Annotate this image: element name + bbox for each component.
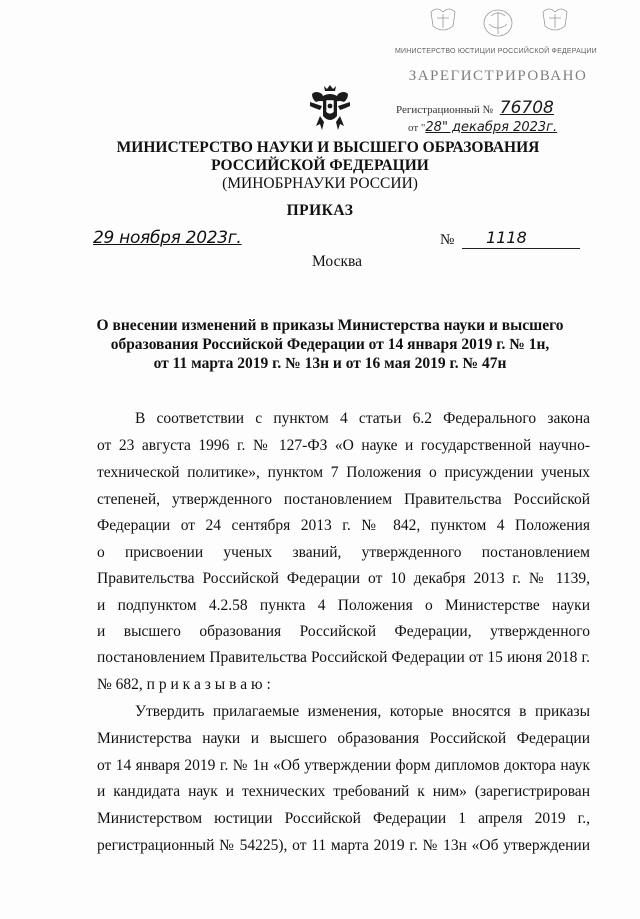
order-city: Москва [312,253,362,270]
body-line: от 23 августа 1996 г. № 127-ФЗ «О науке и государственной научно- [97,437,590,454]
ministry-name-line1: МИНИСТЕРСТВО НАУКИ И ВЫСШЕГО ОБРАЗОВАНИЯ [116,139,540,156]
body-line: Утвердить прилагаемые изменения, которые вносятся в приказы [135,703,590,720]
body-line: Министерства науки и высшего образования Российской Федерации [97,730,590,747]
order-title-line3: от 11 марта 2019 г. № 13н и от 16 мая 2019 г. № 47н [153,355,507,372]
body-line: регистрационный № 54225), от 11 марта 2019 г. № 13н «Об утверждении [97,837,590,854]
stamp-date-label: от " [408,122,426,134]
stamp-reg-label: Регистрационный № [396,104,494,116]
stamp-registration-date [408,120,557,135]
stamp-reg-number-handwritten: 76708 [499,98,554,118]
body-line: Министерством юстиции Российской Федерации 1 апреля 2019 г., [97,810,590,827]
order-title [60,316,600,373]
body-line: Федерации от 24 сентября 2013 г. № 842, пунктом 4 Положения [97,517,590,534]
order-number-handwritten: 1118 [486,228,527,247]
body-line: В соответствии с пунктом 4 статьи 6.2 Федерального закона [135,410,590,427]
body-line: технической политике», пунктом 7 Положения о присуждении ученых [97,464,590,481]
coat-of-arms-icon [306,82,354,132]
document-type: ПРИКАЗ [286,202,354,219]
order-title-line2: образования Российской Федерации от 14 января 2019 г. № 1н, [110,336,550,353]
ministry-name-line2: РОССИЙСКОЙ ФЕДЕРАЦИИ [211,157,429,174]
order-date-handwritten: 29 ноября 2023г. [93,228,242,248]
ministry-short-name: (МИНОБРНАУКИ РОССИИ) [222,175,418,192]
body-line: Правительства Российской Федерации от 10 декабря 2013 г. № 1139, [97,570,590,587]
stamp-registered-text: ЗАРЕГИСТРИРОВАНО [408,68,588,84]
stamp-date-handwritten: 28" декабря 2023г. [425,120,558,135]
stamp-ministry-text: МИНИСТЕРСТВО ЮСТИЦИИ РОССИЙСКОЙ ФЕДЕРАЦИИ [395,48,597,55]
body-line: и высшего образования Российской Федерации, утвержденного [97,623,590,640]
body-line: от 14 января 2019 г. № 1н «Об утверждении форм дипломов доктора наук [97,757,590,774]
body-line: и кандидата наук и технических требований к ним» (зарегистрирован [97,783,590,800]
order-number [440,228,580,249]
order-number-label: № [440,232,455,248]
stamp-emblems-icon [413,6,583,40]
body-line: о присвоении ученых званий, утвержденного постановлением [97,544,590,561]
body-line: степеней, утвержденного постановлением Правительства Российской [97,491,590,508]
body-line: № 682, п р и к а з ы в а ю : [97,676,271,693]
stamp-registration-number [396,98,554,118]
body-line: и подпунктом 4.2.58 пункта 4 Положения о Министерстве науки [97,597,590,614]
order-number-line [462,228,580,249]
registration-stamp [393,6,597,134]
order-title-line1: О внесении изменений в приказы Министерства науки и высшего [96,317,564,334]
body-line: постановлением Правительства Российской Федерации от 15 июня 2018 г. [97,649,590,666]
